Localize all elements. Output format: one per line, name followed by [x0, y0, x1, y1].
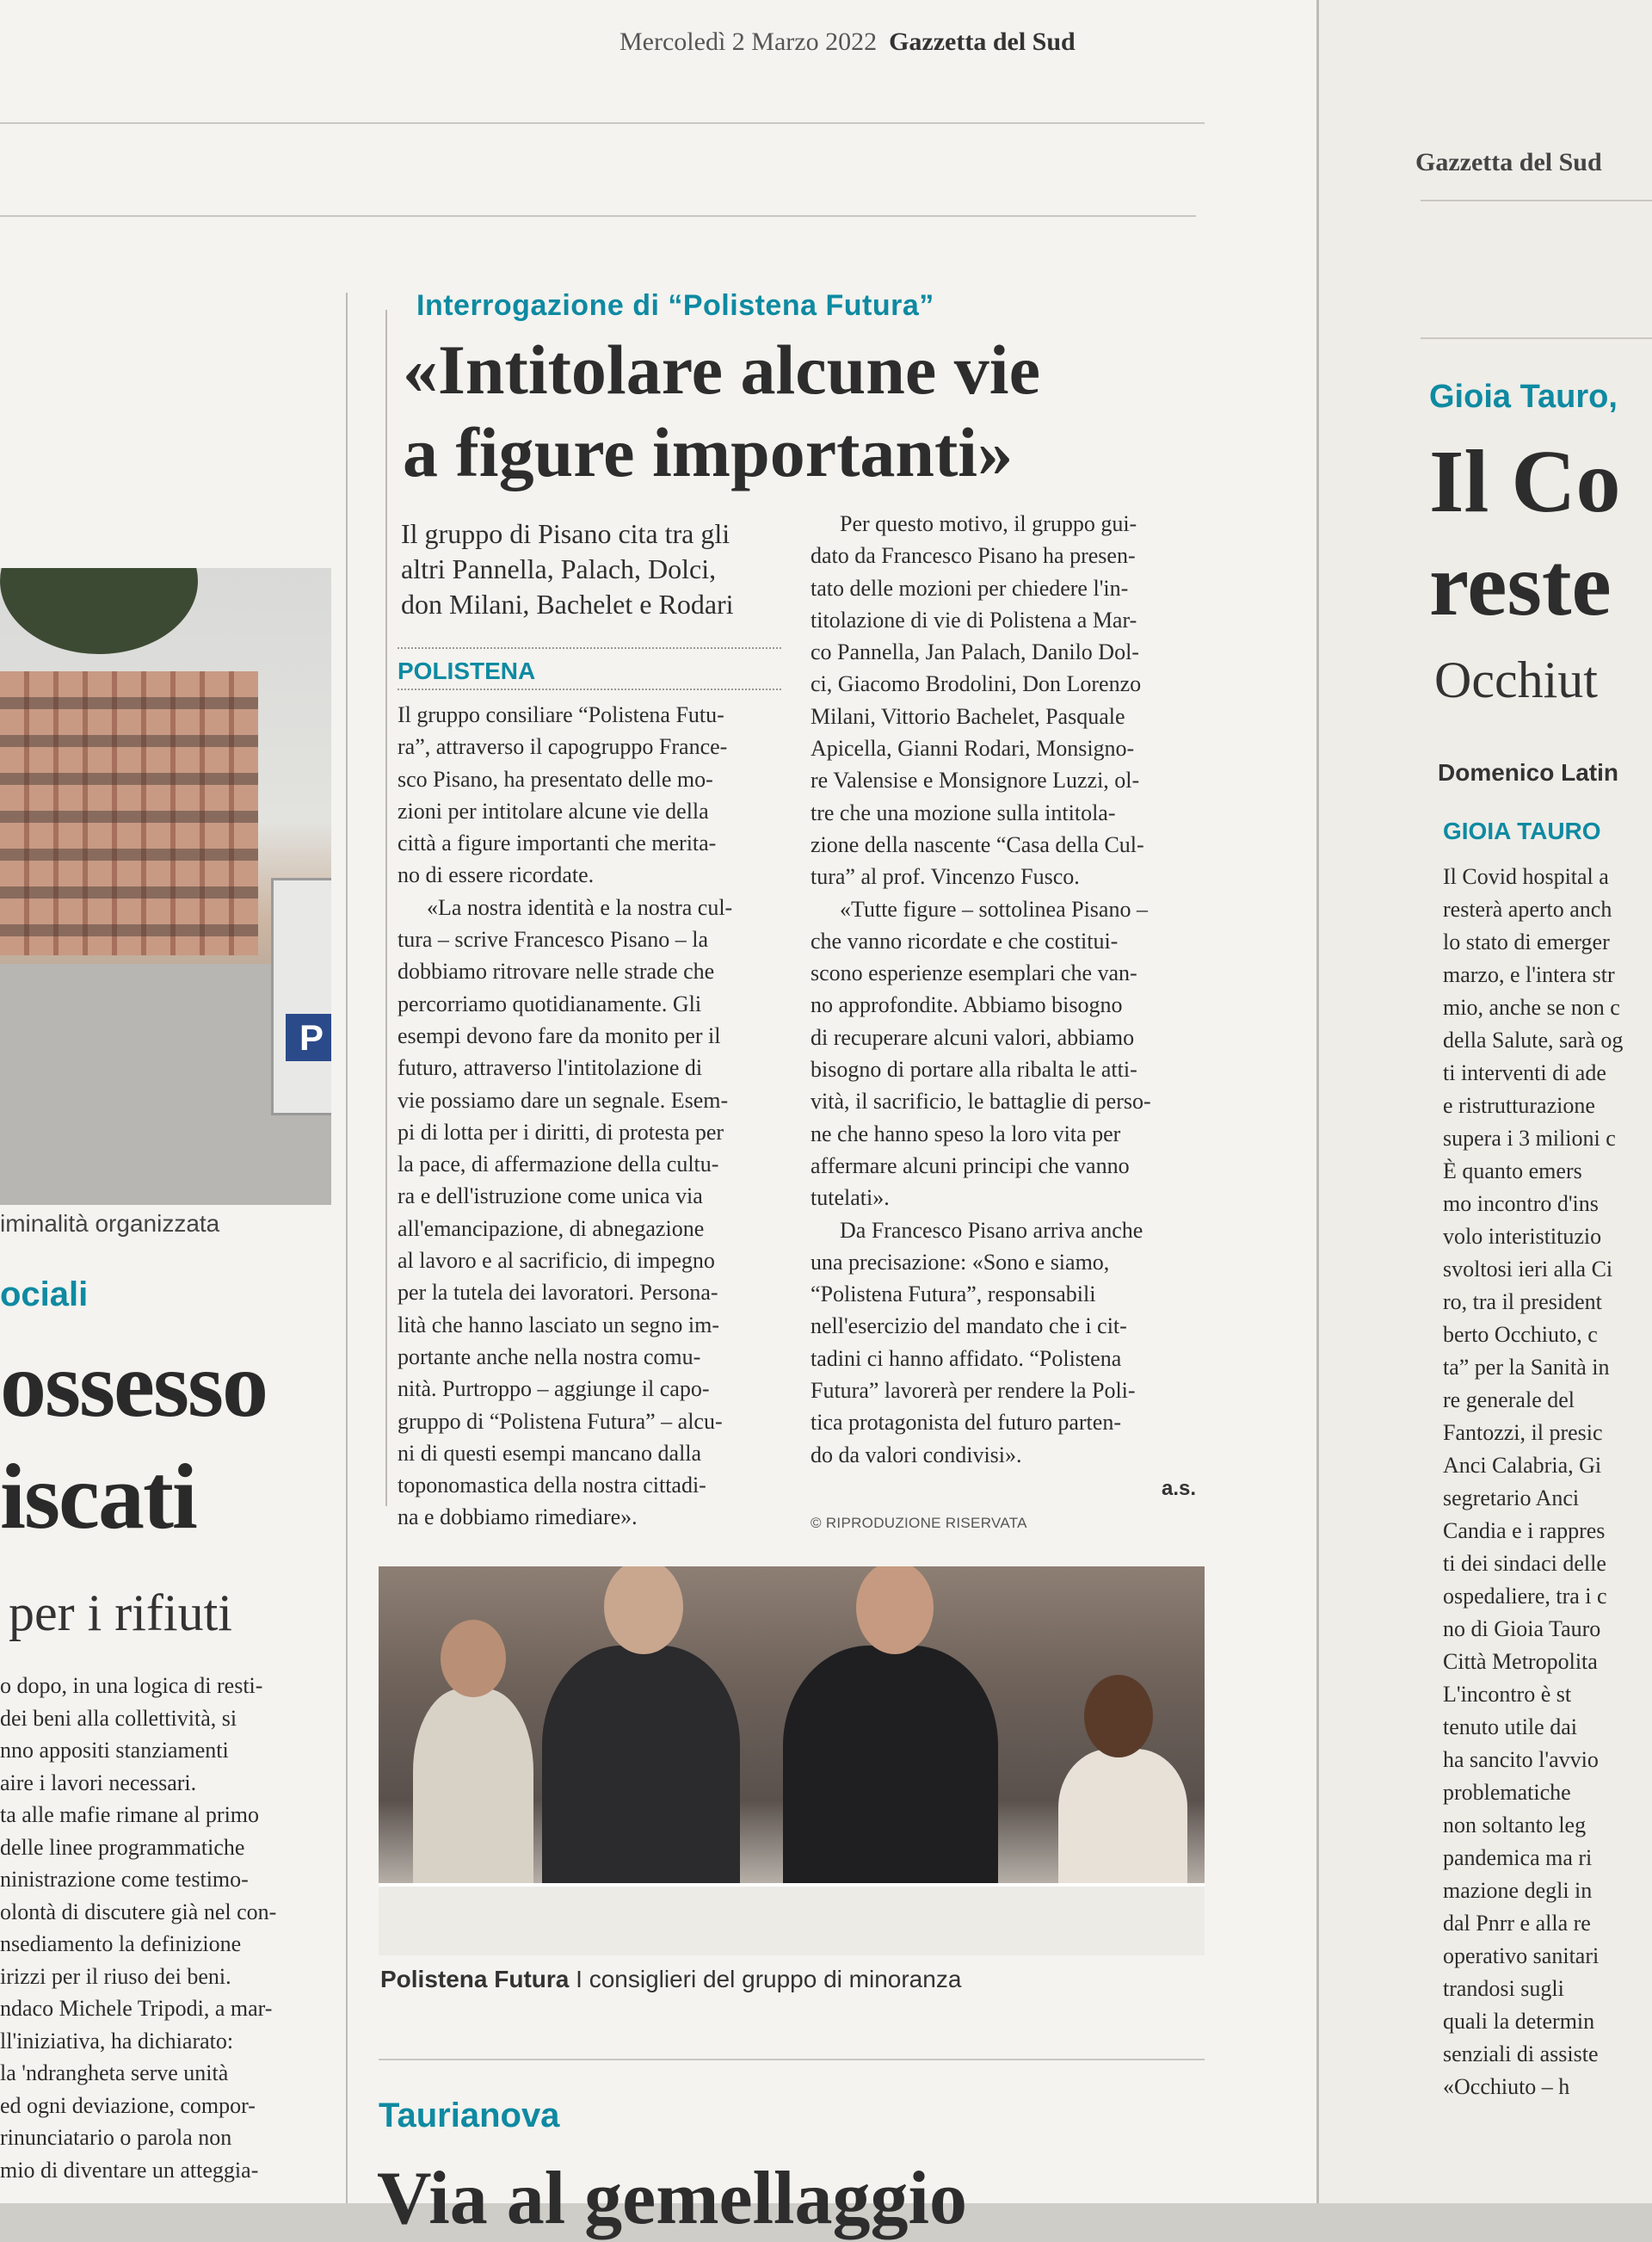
text-line: città a figure importanti che merita- [398, 831, 717, 856]
text-line: “Polistena Futura”, responsabili [811, 1282, 1096, 1307]
page-header [620, 28, 1076, 57]
article-title [403, 329, 1211, 494]
text-line: toponomastica della nostra cittadi- [398, 1473, 706, 1498]
text-line: lità che hanno lasciato un segno im- [398, 1312, 720, 1337]
text-line: ti dei sindaci delle [1443, 1551, 1606, 1576]
text-line: berto Occhiuto, c [1443, 1322, 1598, 1347]
text-line: Apicella, Gianni Rodari, Monsigno- [811, 736, 1135, 762]
text-line: do da valori condivisi». [811, 1442, 1022, 1467]
text-line: nno appositi stanziamenti [0, 1738, 229, 1763]
text-line: esempi devono fare da monito per il [398, 1022, 721, 1048]
text-line: irizzi per il riuso dei beni. [0, 1963, 231, 1989]
text-line: dei beni alla collettività, si [0, 1705, 237, 1731]
text-line: quali la determin [1443, 2009, 1595, 2034]
text-line: ta alle mafie rimane al primo [0, 1802, 260, 1827]
text-line: portante anche nella nostra comu- [398, 1343, 701, 1369]
text-line: olontà di discutere già nel con- [0, 1899, 277, 1924]
text-line: mo incontro d'ins [1443, 1191, 1599, 1216]
text-line: Il gruppo consiliare “Polistena Futu- [398, 702, 724, 727]
text-line: nell'esercizio del mandato che i cit- [811, 1313, 1127, 1339]
text-line: trandosi sugli [1443, 1976, 1564, 2001]
article-column-2 [811, 508, 1206, 1471]
section-label: ociali [0, 1275, 89, 1313]
deck-divider [398, 647, 781, 649]
text-line: vie possiamo dare un segnale. Esem- [398, 1087, 729, 1113]
headline-line-2: iscati [0, 1446, 196, 1548]
text-line: rinunciatario o parola non [0, 2125, 232, 2150]
text-line: futuro, attraverso l'intitolazione di [398, 1055, 703, 1081]
author-initials: a.s. [1162, 1477, 1197, 1500]
subheadline: per i rifiuti [9, 1584, 232, 1641]
right-subheadline: Occhiut [1434, 652, 1598, 708]
text-line: titolazione di vie di Polistena a Mar- [811, 607, 1137, 633]
text-line: L'incontro è st [1443, 1682, 1572, 1707]
text-line: per la tutela dei lavoratori. Persona- [398, 1280, 718, 1306]
text-line: non soltanto leg [1443, 1813, 1587, 1837]
text-line: mio di diventare un atteggia- [0, 2157, 259, 2183]
right-headline-line-1: Il Co [1429, 432, 1621, 531]
text-line: zione della nascente “Casa della Cul- [811, 831, 1144, 857]
text-line: percorriamo quotidianamente. Gli [398, 991, 702, 1016]
text-line: Futura” lavorerà per rendere la Poli- [811, 1378, 1136, 1404]
text-line: gruppo di “Polistena Futura” – alcu- [398, 1408, 723, 1434]
text-line: «Intitolare alcune vie [403, 330, 1040, 409]
text-line: aire i lavori necessari. [0, 1770, 197, 1795]
text-line: operativo sanitari [1443, 1943, 1600, 1968]
text-line: resterà aperto anch [1443, 897, 1612, 922]
text-line: ti interventi di ade [1443, 1060, 1606, 1085]
article-kicker: Interrogazione di “Polistena Futura” [416, 289, 934, 322]
text-line: vità, il sacrificio, le battaglie di perso- [811, 1089, 1151, 1115]
left-article-body [0, 1670, 317, 2186]
next-headline: Via al gemellaggio [377, 2157, 967, 2240]
text-line: all'emancipazione, di abnegazione [398, 1215, 705, 1241]
section-rule [0, 215, 1196, 217]
text-line: la pace, di affermazione della cultu- [398, 1152, 719, 1177]
masthead: Gazzetta del Sud [889, 28, 1076, 56]
headline-line-1: ossesso [0, 1334, 268, 1436]
text-line: Il Covid hospital a [1443, 864, 1609, 889]
text-line: È quanto emers [1443, 1158, 1582, 1183]
text-line: scono esperienze esemplari che van- [811, 960, 1137, 986]
text-line: volo interistituzio [1443, 1224, 1602, 1249]
text-line: no di Gioia Tauro [1443, 1616, 1601, 1641]
text-line: Polistena Futura [380, 1966, 570, 1992]
balcony-railing [379, 1883, 1205, 1955]
right-headline-line-2: reste [1429, 535, 1612, 634]
text-line: «Occhiuto – h [1443, 2074, 1570, 2099]
newspaper-page-right [1316, 0, 1652, 2203]
article-deck [401, 516, 788, 622]
text-line: o dopo, in una logica di resti- [0, 1673, 263, 1698]
text-line: Da Francesco Pisano arriva anche [840, 1217, 1143, 1243]
text-line: altri Pannella, Palach, Dolci, [401, 553, 717, 584]
article-column-1 [398, 699, 785, 1534]
text-line: al lavoro e al sacrificio, di impegno [398, 1248, 715, 1274]
text-line: Per questo motivo, il gruppo gui- [840, 511, 1137, 536]
text-line: Città Metropolita [1443, 1649, 1598, 1674]
text-line: tato delle mozioni per chiedere l'in- [811, 575, 1129, 601]
text-line: mio, anche se non c [1443, 995, 1620, 1020]
text-line: no approfondite. Abbiamo bisogno [811, 992, 1123, 1018]
text-line: Anci Calabria, Gi [1443, 1453, 1602, 1478]
text-line: bisogno di portare alla ribalta le atti- [811, 1057, 1137, 1083]
text-line: affermare alcuni principi che vanno [811, 1152, 1130, 1178]
text-line: a figure importanti» [403, 413, 1014, 491]
text-line: e ristrutturazione [1443, 1093, 1595, 1118]
text-line: don Milani, Bachelet e Rodari [401, 589, 734, 620]
parking-sign: P [271, 878, 331, 1115]
text-line: lo stato di emerger [1443, 930, 1610, 954]
dateline: POLISTENA [398, 658, 536, 684]
text-line: Mercoledì 2 Marzo 2022 [620, 28, 878, 56]
text-line: segretario Anci [1443, 1485, 1580, 1510]
text-line: ta” per la Sanità in [1443, 1355, 1610, 1380]
text-line: svoltosi ieri alla Ci [1443, 1257, 1613, 1282]
text-line: nsediamento la definizione [0, 1931, 242, 1956]
article-frame-left [385, 310, 387, 1506]
text-line: marzo, e l'intera str [1443, 962, 1615, 987]
text-line: ro, tra il president [1443, 1289, 1602, 1314]
text-line: tenuto utile dai [1443, 1714, 1577, 1739]
text-line: ll'iniziativa, ha dichiarato: [0, 2028, 234, 2054]
text-line: sco Pisano, ha presentato delle mo- [398, 766, 713, 792]
text-line: ha sancito l'avvio [1443, 1747, 1599, 1772]
text-line: supera i 3 milioni c [1443, 1126, 1616, 1151]
text-line: una precisazione: «Sono e siamo, [811, 1249, 1110, 1275]
header-rule [0, 122, 1205, 124]
text-line: ci, Giacomo Brodolini, Don Lorenzo [811, 671, 1142, 697]
next-article-rule [379, 2059, 1205, 2060]
text-line: tutelati». [811, 1185, 890, 1211]
text-line: mazione degli in [1443, 1878, 1593, 1903]
dateline-divider [398, 689, 781, 690]
text-line: tura” al prof. Vincenzo Fusco. [811, 864, 1080, 890]
column-divider [346, 293, 348, 2203]
group-photo [379, 1566, 1205, 1955]
text-line: Fantozzi, il presic [1443, 1420, 1603, 1445]
text-line: dato da Francesco Pisano ha presen- [811, 543, 1136, 569]
text-line: «Tutte figure – sottolinea Pisano – [840, 896, 1148, 922]
copyright-notice: © RIPRODUZIONE RISERVATA [811, 1515, 1027, 1531]
text-line: ne che hanno speso la loro vita per [811, 1121, 1121, 1146]
text-line: ndaco Michele Tripodi, a mar- [0, 1996, 273, 2021]
text-line: tica protagonista del futuro parten- [811, 1410, 1121, 1436]
building-photo [0, 568, 331, 1205]
text-line: delle linee programmatiche [0, 1834, 245, 1860]
text-line: nità. Purtroppo – aggiunge il capo- [398, 1376, 710, 1402]
text-line: «La nostra identità e la nostra cul- [427, 894, 733, 920]
text-line: che vanno ricordate e che costitui- [811, 928, 1119, 954]
text-line: ra e dell'istruzione come unica via [398, 1183, 703, 1209]
text-line: senziali di assiste [1443, 2041, 1599, 2066]
text-line: dobbiamo ritrovare nelle strade che [398, 959, 715, 985]
photo-caption-main [380, 1966, 961, 1993]
text-line: di recuperare alcuni valori, abbiamo [811, 1024, 1135, 1050]
text-line: I consiglieri del gruppo di minoranza [569, 1966, 962, 1992]
text-line: re Valensise e Monsignore Luzzi, ol- [811, 768, 1140, 794]
right-page-header: Gazzetta del Sud [1415, 148, 1602, 176]
text-line: dal Pnrr e alla re [1443, 1911, 1591, 1936]
text-line: problematiche [1443, 1780, 1571, 1805]
text-line: co Pannella, Jan Palach, Danilo Dol- [811, 639, 1139, 665]
next-section-label: Taurianova [379, 2097, 560, 2134]
right-article-body [1443, 861, 1623, 2103]
text-line: ninistrazione come testimo- [0, 1867, 249, 1892]
text-line: re generale del [1443, 1387, 1575, 1412]
text-line: no di essere ricordate. [398, 862, 595, 888]
text-line: ni di questi esempi mancano dalla [398, 1440, 702, 1466]
right-section-label: Gioia Tauro, [1429, 379, 1618, 415]
text-line: tadini ci hanno affidato. “Polistena [811, 1345, 1122, 1371]
text-line: na e dobbiamo rimediare». [398, 1504, 638, 1530]
text-line: Candia e i rappres [1443, 1518, 1606, 1543]
right-dateline: GIOIA TAURO [1443, 818, 1601, 844]
text-line: la 'ndrangheta serve unità [0, 2060, 229, 2085]
text-line: ra”, attraverso il capogruppo France- [398, 734, 728, 760]
text-line: pandemica ma ri [1443, 1845, 1593, 1870]
text-line: Milani, Vittorio Bachelet, Pasquale [811, 703, 1125, 729]
text-line: ospedaliere, tra i c [1443, 1584, 1607, 1609]
right-author: Domenico Latin [1438, 759, 1619, 786]
text-line: tura – scrive Francesco Pisano – la [398, 927, 709, 953]
photo-caption: iminalità organizzata [0, 1210, 220, 1237]
text-line: pi di lotta per i diritti, di protesta per [398, 1119, 724, 1145]
text-line: zioni per intitolare alcune vie della [398, 798, 709, 824]
text-line: ed ogni deviazione, compor- [0, 2092, 256, 2118]
text-line: tre che una mozione sulla intitola- [811, 800, 1116, 825]
text-line: Il gruppo di Pisano cita tra gli [401, 518, 730, 549]
text-line: della Salute, sarà og [1443, 1028, 1624, 1053]
